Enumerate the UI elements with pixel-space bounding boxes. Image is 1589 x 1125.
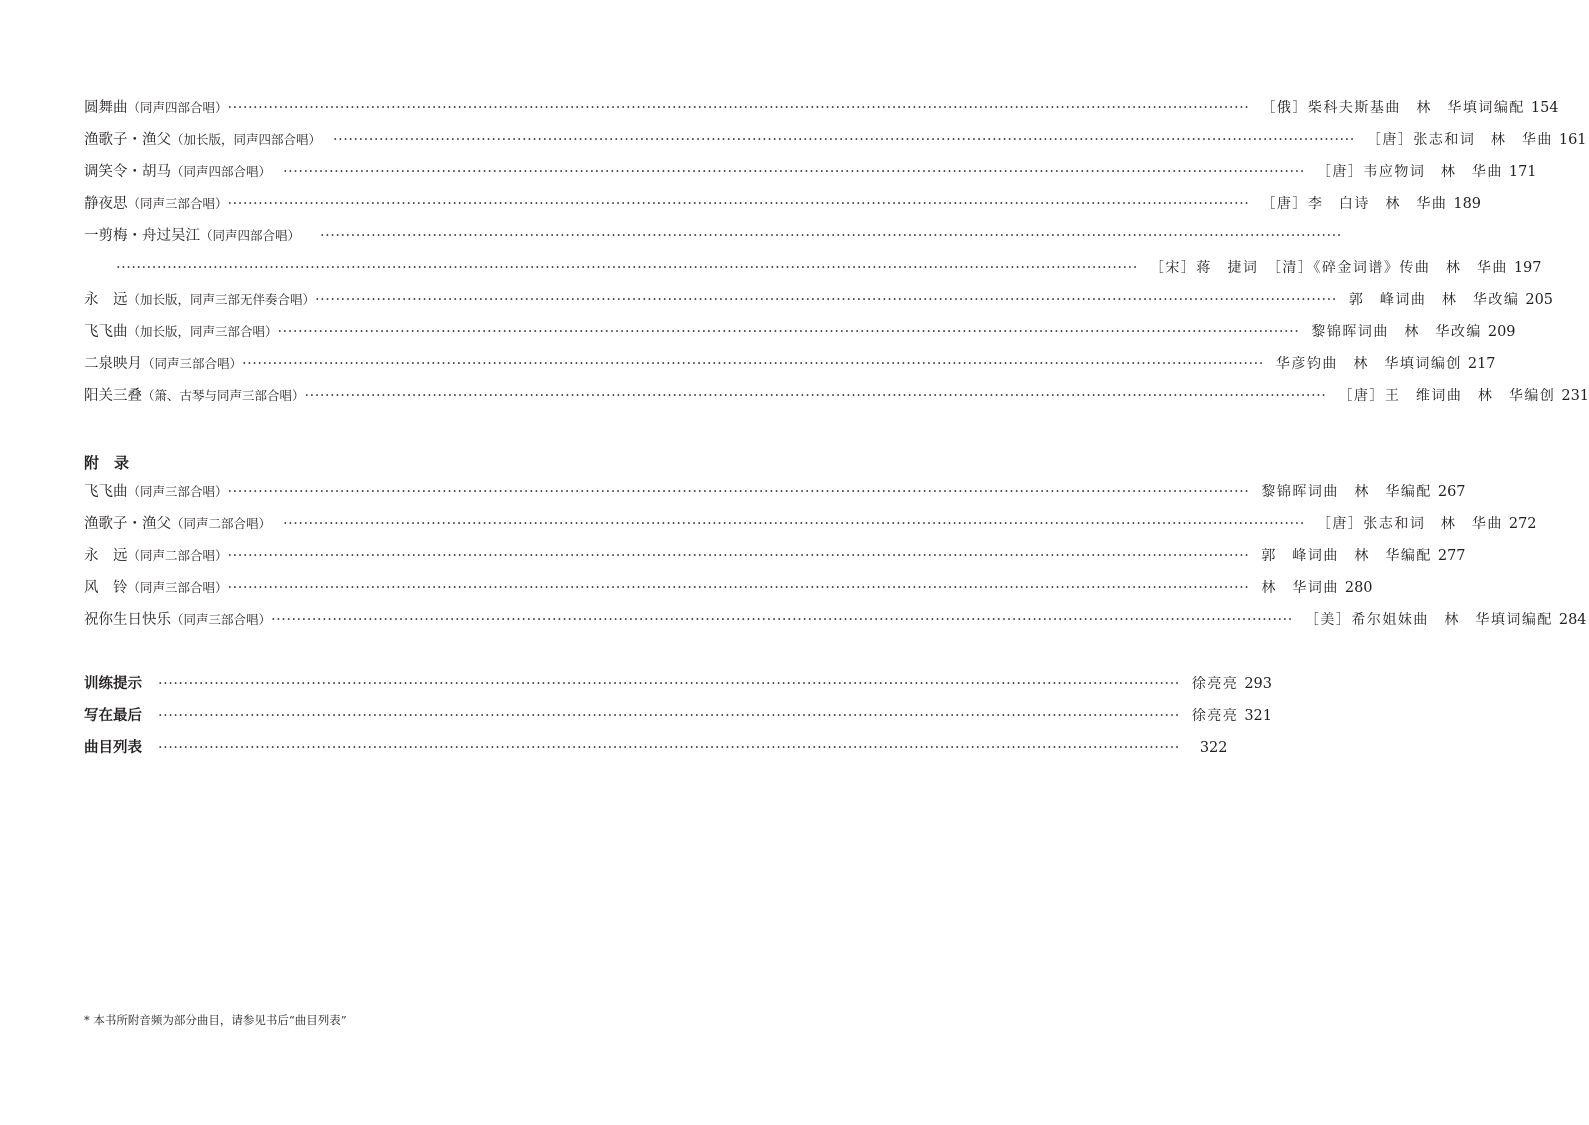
toc-entry[interactable] [84, 380, 1589, 412]
entry-page-number: 161 [1558, 131, 1587, 148]
entry-title: 阳关三叠 [84, 387, 142, 404]
entry-title: 祝你生日快乐 [84, 611, 171, 628]
entry-page-number: 197 [1513, 259, 1542, 276]
entry-credit: 黎锦晖词曲 林 华编配 [1261, 484, 1432, 500]
toc-entry-training-tips[interactable] [84, 668, 1273, 700]
entry-note: （同声四部合唱） [171, 163, 272, 179]
entry-title: 训练提示 [84, 675, 142, 692]
dot-leader: ········································································································································································································ [158, 739, 1180, 756]
dot-leader: ········································································································································································································ [242, 355, 1264, 372]
entry-credit: 黎锦晖词曲 林 华改编 [1311, 324, 1482, 340]
entry-title: 飞飞曲 [84, 323, 128, 340]
toc-entry[interactable] [84, 156, 1537, 188]
dot-leader: ········································································································································································································ [158, 707, 1180, 724]
toc-section-extras [84, 668, 1273, 764]
entry-credit: ［俄］柴科夫斯基曲 林 华填词编配 [1261, 100, 1525, 116]
toc-entry[interactable] [84, 508, 1537, 540]
entry-note: （加长版，同声三部合唱） [127, 323, 278, 339]
toc-entry[interactable] [84, 348, 1496, 380]
entry-credit: 林 华词曲 [1261, 580, 1339, 596]
entry-credit: 郭 峰词曲 林 华改编 [1348, 292, 1520, 308]
toc-entry-track-list[interactable] [84, 732, 1228, 764]
entry-page-number: 189 [1453, 195, 1482, 212]
entry-page-number: 293 [1244, 675, 1273, 692]
entry-credit: ［唐］张志和词 林 华曲 [1316, 516, 1503, 532]
dot-leader: ········································································································································································································ [333, 131, 1355, 148]
toc-entry[interactable] [84, 572, 1373, 604]
dot-leader: ········································································································································································································ [227, 547, 1250, 564]
dot-leader: ········································································································································································································ [116, 259, 1138, 276]
dot-leader: ········································································································································································································ [283, 515, 1305, 532]
entry-page-number: 321 [1244, 707, 1273, 724]
entry-note: （同声二部合唱） [127, 547, 228, 563]
entry-credit: ［美］希尔姐妹曲 林 华填词编配 [1304, 612, 1553, 628]
dot-leader: ········································································································································································································ [271, 611, 1293, 628]
entry-page-number: 209 [1487, 323, 1516, 340]
entry-note: （同声三部合唱） [127, 483, 228, 499]
entry-note: （同声三部合唱） [142, 355, 243, 371]
entry-credit: ［唐］王 维词曲 林 华编创 [1338, 388, 1556, 404]
dot-leader: ········································································································································································································ [227, 99, 1250, 116]
entry-credit: ［唐］韦应物词 林 华曲 [1316, 164, 1503, 180]
toc-section-appendix [84, 476, 1587, 636]
dot-leader: ········································································································································································································ [283, 163, 1305, 180]
entry-title: 圆舞曲 [84, 99, 128, 116]
entry-title: 二泉映月 [84, 355, 142, 372]
toc-entry[interactable] [84, 188, 1482, 220]
entry-note: （同声二部合唱） [171, 515, 272, 531]
toc-entry[interactable] [84, 316, 1516, 348]
entry-note: （加长版，同声四部合唱） [171, 131, 322, 147]
entry-credit: 徐亮亮 [1191, 676, 1239, 692]
entry-note: （同声三部合唱） [171, 611, 272, 627]
dot-leader: ········································································································································································································ [227, 579, 1250, 596]
entry-credit: 郭 峰词曲 林 华编配 [1261, 548, 1432, 564]
entry-page-number: 280 [1344, 579, 1373, 596]
entry-title: 永 远 [84, 547, 128, 564]
dot-leader: ········································································································································································································ [158, 675, 1180, 692]
dot-leader: ········································································································································································································ [277, 323, 1300, 340]
toc-entry-split-first-line[interactable] [84, 220, 1342, 252]
entry-credit: ［唐］张志和词 林 华曲 [1366, 132, 1553, 148]
dot-leader: ········································································································································································································ [304, 387, 1327, 404]
entry-page-number: 267 [1437, 483, 1466, 500]
entry-title: 一剪梅・舟过吴江 [84, 227, 200, 244]
entry-credit: 华彦钧曲 林 华填词编创 [1275, 356, 1462, 372]
dot-leader: ········································································································································································································ [315, 291, 1337, 308]
toc-entry[interactable] [84, 540, 1466, 572]
dot-leader: ········································································································································································································ [320, 227, 1342, 244]
appendix-heading: 附 录 [84, 454, 130, 472]
entry-note: （箫、古琴与同声三部合唱） [142, 387, 305, 403]
entry-title: 曲目列表 [84, 739, 142, 756]
entry-title: 静夜思 [84, 195, 128, 212]
entry-credit: ［宋］蒋 捷词 ［清］《碎金词谱》传曲 林 华曲 [1149, 260, 1508, 276]
entry-page-number: 284 [1558, 611, 1587, 628]
entry-credit: 徐亮亮 [1191, 708, 1239, 724]
entry-page-number: 154 [1530, 99, 1559, 116]
entry-page-number: 322 [1199, 739, 1228, 756]
toc-entry[interactable] [84, 124, 1587, 156]
entry-title: 写在最后 [84, 707, 142, 724]
toc-entry-afterword[interactable] [84, 700, 1273, 732]
dot-leader: ········································································································································································································ [227, 483, 1250, 500]
entry-title: 调笑令・胡马 [84, 163, 171, 180]
entry-title: 飞飞曲 [84, 483, 128, 500]
entry-note: （同声三部合唱） [127, 579, 228, 595]
entry-title: 渔歌子・渔父 [84, 515, 171, 532]
toc-entry[interactable] [84, 284, 1554, 316]
entry-note: （加长版，同声三部无伴奏合唱） [127, 291, 316, 307]
entry-title: 渔歌子・渔父 [84, 131, 171, 148]
entry-title: 永 远 [84, 291, 128, 308]
entry-page-number: 272 [1508, 515, 1537, 532]
toc-entry[interactable] [84, 92, 1559, 124]
entry-page-number: 171 [1508, 163, 1537, 180]
entry-title: 风 铃 [84, 579, 128, 596]
entry-note: （同声四部合唱） [127, 99, 228, 115]
dot-leader: ········································································································································································································ [227, 195, 1250, 212]
footnote: * 本书所附音频为部分曲目，请参见书后“曲目列表” [84, 1013, 347, 1027]
entry-page-number: 277 [1437, 547, 1466, 564]
toc-section-main [84, 92, 1589, 412]
entry-page-number: 205 [1525, 291, 1554, 308]
entry-note: （同声四部合唱） [200, 227, 301, 243]
entry-page-number: 217 [1467, 355, 1496, 372]
toc-entry-split-second-line[interactable] [84, 252, 1542, 284]
entry-credit: ［唐］李 白诗 林 华曲 [1261, 196, 1448, 212]
entry-note: （同声三部合唱） [127, 195, 228, 211]
entry-page-number: 231 [1561, 387, 1589, 404]
toc-entry[interactable] [84, 604, 1587, 636]
toc-entry[interactable] [84, 476, 1466, 508]
